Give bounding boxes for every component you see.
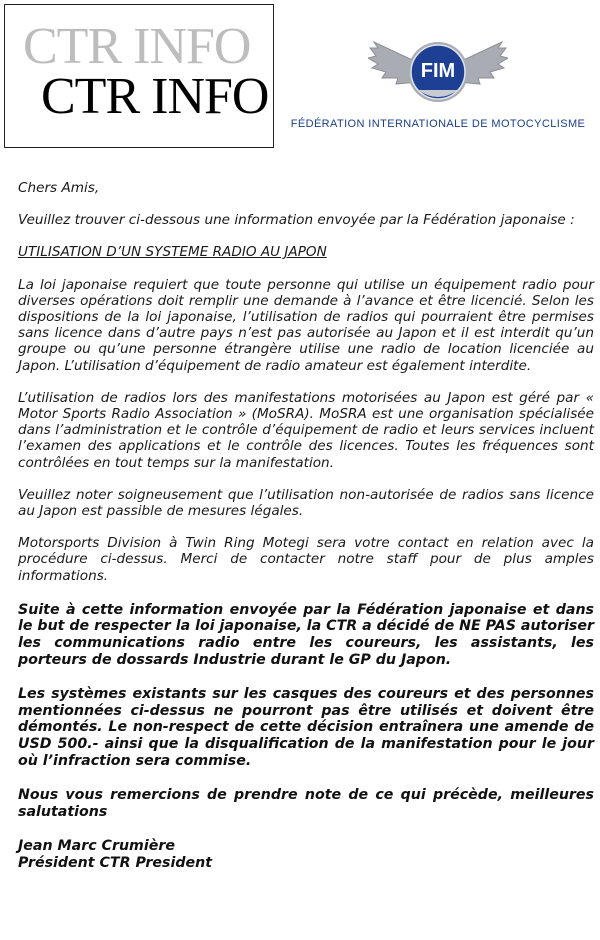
letter-body [18, 180, 594, 872]
fim-logo-text [408, 58, 468, 82]
intro-paragraph: Veuillez trouver ci-dessous une information envoyée par la Fédération japonaise : [18, 212, 575, 229]
paragraph-contact: Motorsports Division à Twin Ring Motegi sera votre contact en relation avec la procédure ci-dessus. Merci de contacter notre staff pour de plus amples informations. [18, 535, 594, 584]
paragraph-penalty: Les systèmes existants sur les casques des coureurs et des personnes mentionnées ci-dessus ne pourront pas être utilisés et doivent être démontés. Le non-respect de cette décision entraînera une amende de USD 500.- ainsi que la disqualification de la manifestation pour le jour où l’infraction sera commise. [18, 686, 594, 769]
ctr-info-logo [4, 4, 274, 148]
paragraph-mosra: L’utilisation de radios lors des manifestations motorisées au Japon est géré par « Motor Sports Radio Association » (MoSRA). MoSRA est une organisation spécialisée dans l’administration et le contrôle d’équipement de radio et leurs services incluent l’examen des applications et le contrôle des licences. Toutes les fréquences sont contrôlées en tout temps sur la manifestation. [18, 389, 594, 471]
fim-caption: FÉDÉRATION INTERNATIONALE DE MOTOCYCLISME [290, 118, 586, 130]
paragraph-ctr-decision: Suite à cette information envoyée par la Fédération japonaise et dans le but de respecter la loi japonaise, la CTR a décidé de NE PAS autoriser les communications radio entre les coureurs, les assistants, les porteurs de dossards Industrie durant le GP du Japon. [18, 601, 594, 668]
ctr-info-title: CTR INFO [41, 68, 269, 125]
signature-name: Jean Marc Crumière [18, 838, 175, 855]
greeting: Chers Amis, [18, 180, 100, 196]
closing-salutation: Nous vous remercions de prendre note de ce qui précède, meilleures salutations [18, 787, 594, 820]
fim-logo-block [280, 8, 596, 148]
paragraph-legal-measures: Veuillez noter soigneusement que l’utilisation non-autorisée de radios sans licence au Japon est passible de mesures légales. [18, 486, 594, 520]
ctr-info-ghost-text: CTR INFO [23, 18, 251, 75]
svg-text:FIM: FIM [420, 60, 456, 82]
signature-title: Président CTR President [18, 854, 212, 871]
subject-heading: UTILISATION D’UN SYSTEME RADIO AU JAPON [18, 244, 327, 261]
paragraph-law: La loi japonaise requiert que toute personne qui utilise un équipement radio pour diverses opérations doit remplir une demande à l’avance et être licencié. Selon les dispositions de la loi japonaise, l’utilisation de radios qui pourraient être permises sans licence dans d’autre pays n’est pas autorisée au Japon et il est interdit qu’un groupe ou qu’une personne étrangère utilise une radio de location licenciée au Japon. L’utilisation d’équipement de radio amateur est également interdite. [18, 276, 594, 374]
